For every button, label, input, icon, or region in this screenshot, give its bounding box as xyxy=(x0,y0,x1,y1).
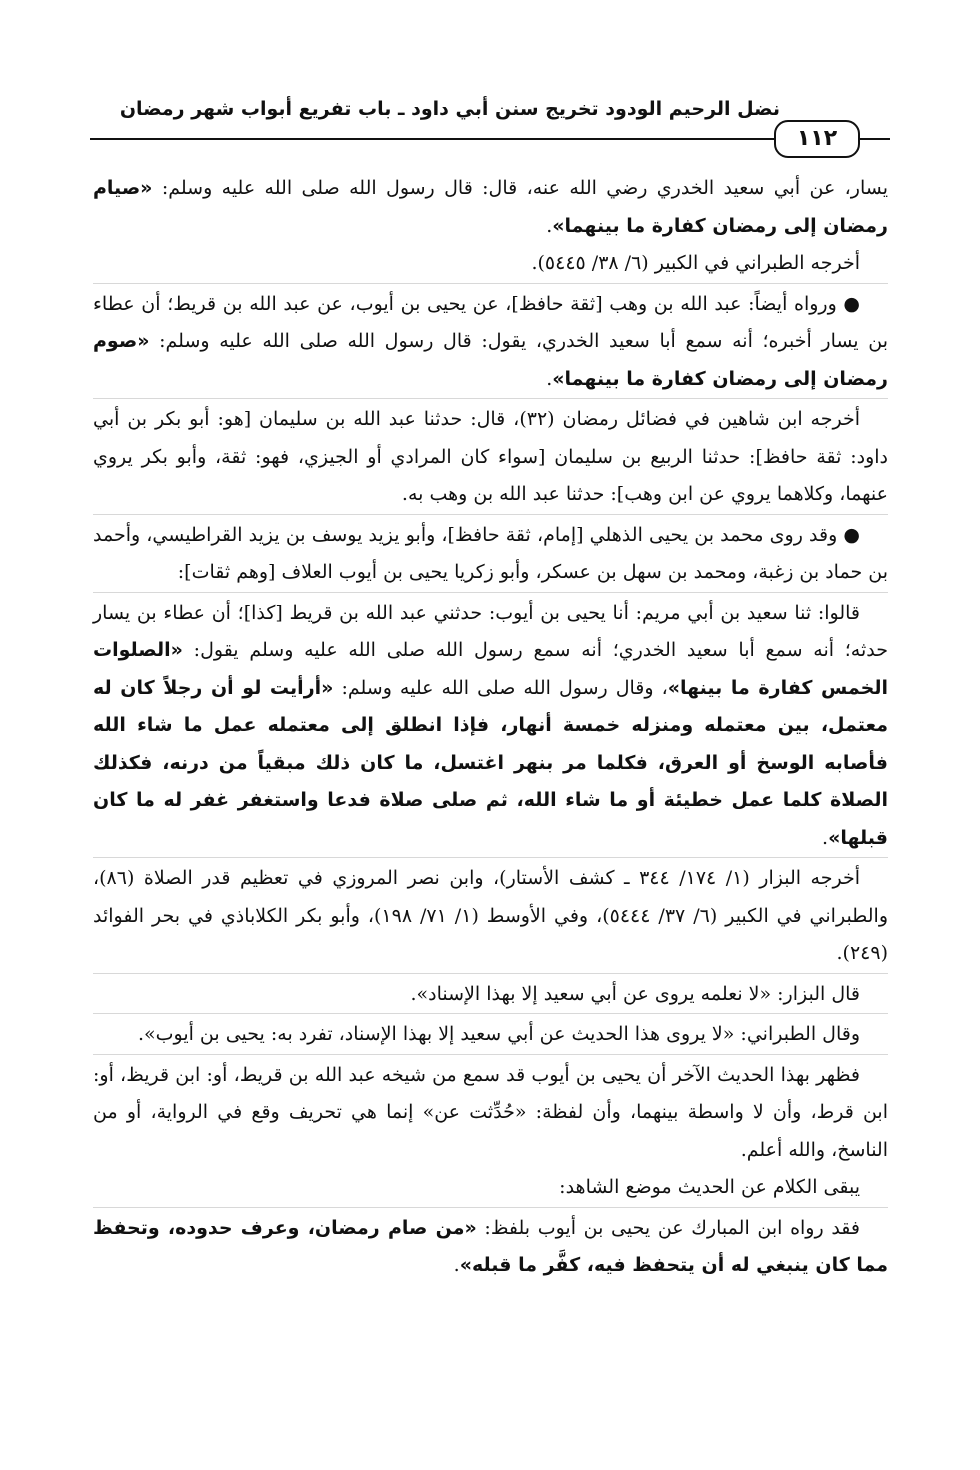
body-text xyxy=(93,170,888,1285)
paragraph-text: يسار، عن أبي سعيد الخدري رضي الله عنه، قال: قال رسول الله صلى الله عليه وسلم: xyxy=(152,177,888,199)
paragraph-text: يبقى الكلام عن الحديث موضع الشاهد: xyxy=(559,1176,860,1198)
hadith-text: «من صام رمضان، وعرف حدوده، وتحفظ مما كان ينبغي له أن يتحفظ فيه، كفَّر ما قبله» xyxy=(93,1216,888,1276)
paragraph xyxy=(93,592,888,858)
paragraph-text: ● وقد روى محمد بن يحيى الذهلي [إمام، ثقة حافظ]، وأبو يزيد يوسف بن يزيد القراطيسي، وأحمد بن حماد بن زغبة، ومحمد بن سهل بن عسكر، وأبو زكريا يحيى بن أيوب العلاف [وهم ثقات]: xyxy=(93,523,888,583)
paragraph xyxy=(93,1054,888,1170)
hadith-text: «صيام رمضان إلى رمضان كفارة ما بينهما» xyxy=(93,177,888,237)
paragraph-text: أخرجه البزار (١/ ١٧٤/ ٣٤٤ ـ كشف الأستار)، وابن نصر المروزي في تعظيم قدر الصلاة (٨٦)، والطبراني في الكبير (٦/ ٣٧/ ٥٤٤٤)، وفي الأوسط (١/ ٧١/ ١٩٨)، وأبو بكر الكلاباذي في بحر الفوائد (٢٤٩). xyxy=(93,867,889,964)
paragraph-text: قال البزار: «لا نعلمه يروى عن أبي سعيد إلا بهذا الإسناد». xyxy=(410,982,860,1005)
hadith-text: «الصلوات الخمس كفارة ما بينها» xyxy=(93,639,888,699)
paragraph xyxy=(93,170,888,245)
paragraph-text: . xyxy=(546,214,553,237)
header-rule xyxy=(90,138,890,140)
paragraph-text: قالوا: ثنا سعيد بن أبي مريم: أنا يحيى بن أيوب: حدثني عبد الله بن قريط [كذا]؛ أن عطاء بن يسار حدثه؛ أنه سمع أبا سعيد الخدري؛ أنه سمع رسول الله صلى الله عليه وسلم يقول: xyxy=(93,601,888,661)
paragraph-text: أخرجه ابن شاهين في فضائل رمضان (٣٢)، قال: حدثنا عبد الله بن سليمان [هو: أبو بكر بن أبي داود: ثقة حافظ]: حدثنا الربيع بن سليمان [سواء كان المرادي أو الجيزي، فهو: ثقة، وأبو بكر يروي عنهما، وكلاهما يروي عن ابن وهب]: حدثنا عبد الله بن وهب به. xyxy=(93,408,888,505)
hadith-text: «أرأيت لو أن رجلاً كان له معتمل، بين معتمله ومنزله خمسة أنهار، فإذا انطلق إلى معتمله عمل ما شاء الله فأصابه الوسخ أو العرق، فكلما مر بنهر اغتسل، ما كان ذلك مبقياً من درنه، فكذلك الصلاة كلما عمل خطيئة أو ما شاء الله، ثم صلى صلاة فدعا واستغفر غفر له ما كان قبلها» xyxy=(93,676,888,849)
paragraph-text: . xyxy=(453,1254,460,1276)
paragraph xyxy=(93,857,888,973)
paragraph xyxy=(93,398,888,514)
paragraph xyxy=(93,514,888,592)
paragraph xyxy=(93,1207,888,1285)
paragraph xyxy=(93,1013,888,1054)
hadith-text: «صوم رمضان إلى رمضان كفارة ما بينهما» xyxy=(93,330,888,390)
paragraph-text: ، وقال رسول الله صلى الله عليه وسلم: xyxy=(333,676,668,699)
paragraph xyxy=(93,973,888,1014)
paragraph-text: . xyxy=(546,367,553,390)
paragraph xyxy=(93,1169,888,1207)
page-number: ١١٢ xyxy=(774,120,860,158)
paragraph xyxy=(93,283,888,399)
paragraph-text: أخرجه الطبراني في الكبير (٦/ ٣٨/ ٥٤٤٥). xyxy=(531,252,860,274)
running-header xyxy=(90,92,890,154)
paragraph-text: وقال الطبراني: «لا يروى هذا الحديث عن أبي سعيد إلا بهذا الإسناد، تفرد به: يحيى بن أيوب». xyxy=(137,1023,860,1045)
paragraph-text: ● ورواه أيضاً: عبد الله بن وهب [ثقة حافظ]، عن يحيى بن أيوب، عن عبد الله بن قريط؛ أن عطاء بن يسار أخبره؛ أنه سمع أبا سعيد الخدري، يقول: قال رسول الله صلى الله عليه وسلم: xyxy=(93,292,888,352)
paragraph-text: . xyxy=(822,826,829,849)
header-title: نضل الرحيم الودود تخريج سنن أبي داود ـ باب تفريع أبواب شهر رمضان xyxy=(119,98,780,120)
paragraph-text: فظهر بهذا الحديث الآخر أن يحيى بن أيوب قد سمع من شيخه عبد الله بن قريط، أو: ابن قريظ، أو: ابن قرط، وأن لا واسطة بينهما، وأن لفظة: «حُدِّثت عن» إنما هي تحريف وقع في الرواية، أو من الناسخ، والله أعلم. xyxy=(93,1063,888,1161)
paragraph-text: فقد رواه ابن المبارك عن يحيى بن أيوب بلفظ: xyxy=(476,1216,860,1239)
paragraph xyxy=(93,245,888,283)
